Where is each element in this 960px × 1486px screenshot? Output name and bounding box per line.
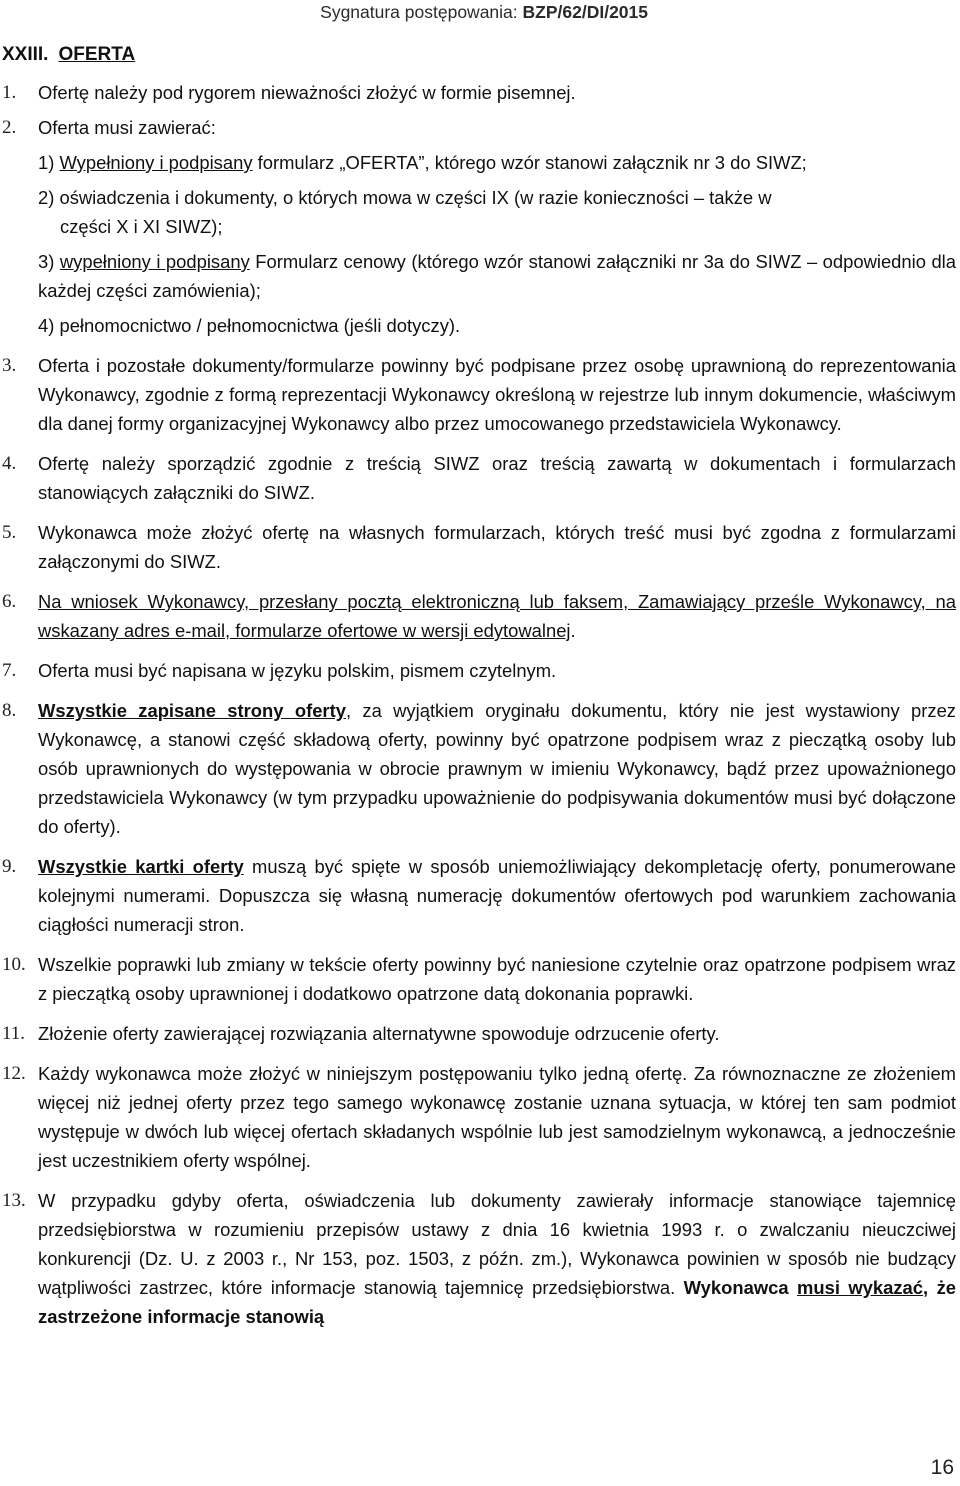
page-number: 16 — [930, 1456, 954, 1479]
section-heading — [2, 44, 135, 66]
sub-item-1: 1) Wypełniony i podpisany formularz „OFERTA”, którego wzór stanowi załącznik nr 3 do SIWZ; — [38, 152, 807, 173]
item-number: 4. — [2, 453, 17, 474]
list-item-10 — [0, 950, 956, 1008]
item-number: 12. — [2, 1063, 26, 1084]
emphasis-text: Wszystkie kartki oferty — [38, 856, 244, 877]
list-item-11 — [0, 1019, 956, 1048]
item-text: Oferta musi zawierać: — [38, 117, 216, 138]
item-text: W przypadku gdyby oferta, oświadczenia lub dokumenty zawierały informacje stanowiące tajemnicę przedsiębiorstwa w rozumieniu przepisów ustawy z dnia 16 kwietnia 1993 r. o zwalczaniu nieuczciwej konkurencji (Dz. U. z 2003 r., Nr 153, poz. 1503, z późn. zm.), Wykonawca powinien w sposób nie budzący wątpliwości zastrzec, które informacje stanowią tajemnicę przedsiębiorstwa. — [38, 1190, 956, 1298]
item-number: 1. — [2, 82, 17, 103]
sub-item-2: 2) oświadczenia i dokumenty, o których mowa w części IX (w razie konieczności – także w części X i XI SIWZ); — [38, 187, 772, 237]
item-text: muszą być spięte w sposób uniemożliwiający dekompletację oferty, ponumerowane kolejnymi numerami. Dopuszcza się własną numerację dokumentów ofertowych pod warunkiem zachowania ciągłości numeracji stron. — [38, 856, 956, 935]
item-number: 7. — [2, 660, 17, 681]
sub-item-4: 4) pełnomocnictwo / pełnomocnictwa (jeśli dotyczy). — [38, 315, 461, 336]
item-text: Złożenie oferty zawierającej rozwiązania alternatywne spowoduje odrzucenie oferty. — [38, 1023, 720, 1044]
item-number: 8. — [2, 700, 17, 721]
item-number: 13. — [2, 1190, 26, 1211]
item-text: Oferta i pozostałe dokumenty/formularze powinny być podpisane przez osobę uprawnioną do reprezentowania Wykonawcy, zgodnie z formą reprezentacji Wykonawcy określoną w rejestrze lub innym dokumencie, właściwym dla danej formy organizacyjnej Wykonawcy albo przez umocowanego przedstawiciela Wykonawcy. — [38, 355, 956, 434]
list-item-3 — [0, 351, 956, 438]
list-item-7 — [0, 656, 956, 685]
header-signature — [320, 2, 648, 23]
sub-item-3: 3) wypełniony i podpisany Formularz cenowy (którego wzór stanowi załączniki nr 3a do SIWZ – odpowiednio dla każdej części zamówienia); — [38, 251, 956, 301]
bold-text: , że zastrzeżone informacje stanowią — [38, 1277, 956, 1327]
item-number: 11. — [2, 1023, 26, 1044]
item-number: 2. — [2, 117, 17, 138]
list-item-5 — [0, 518, 956, 576]
item-number: 3. — [2, 355, 17, 376]
item-number: 9. — [2, 856, 17, 877]
list-item-6: 6. Na wniosek Wykonawcy, przesłany pocztą elektroniczną lub faksem, Zamawiający prześle Wykonawcy, na wskazany adres e-mail, formularze ofertowe w wersji edytowalnej. — [0, 587, 956, 645]
section-title: OFERTA — [58, 44, 136, 65]
item-text: , za wyjątkiem oryginału dokumentu, który nie jest wystawiony przez Wykonawcę, a stanowi część składową oferty, powinny być opatrzone podpisem wraz z pieczątką osoby lub osób uprawnionych do występowania w obrocie prawnym w imieniu Wykonawcy, bądź przez upoważnionego przedstawiciela Wykonawcy (w tym przypadku upoważnienie do podpisywania dokumentów musi być dołączone do oferty). — [38, 700, 956, 837]
signature-value: BZP/62/DI/2015 — [522, 2, 648, 22]
list-item-2 — [0, 113, 956, 340]
item-text: Wykonawca może złożyć ofertę na własnych formularzach, których treść musi być zgodna z formularzami załączonymi do SIWZ. — [38, 522, 956, 572]
list-item-9 — [0, 852, 956, 939]
item-number: 5. — [2, 522, 17, 543]
list-item-12 — [0, 1059, 956, 1175]
item-text: Ofertę należy pod rygorem nieważności złożyć w formie pisemnej. — [38, 82, 576, 103]
item-number: 10. — [2, 954, 26, 975]
bold-text: Wykonawca — [683, 1277, 798, 1298]
emphasis-text: Wszystkie zapisane strony oferty — [38, 700, 346, 721]
item-text: Każdy wykonawca może złożyć w niniejszym postępowaniu tylko jedną ofertę. Za równoznaczne ze złożeniem więcej niż jednej oferty przez tego samego wykonawcę zostanie uznana sytuacja, w której ten sam podmiot występuje w dwóch lub więcej ofertach składanych wspólnie lub jest samodzielnym wykonawcą, a jednocześnie jest uczestnikiem oferty wspólnej. — [38, 1063, 956, 1171]
item-text: Ofertę należy sporządzić zgodnie z treścią SIWZ oraz treścią zawartą w dokumentach i formularzach stanowiących załączniki do SIWZ. — [38, 453, 956, 503]
list-item-1 — [0, 78, 956, 107]
document-body — [0, 78, 956, 1342]
list-item-13 — [0, 1186, 956, 1331]
emphasis-text: musi wykazać — [797, 1277, 924, 1298]
item-text: Wszelkie poprawki lub zmiany w tekście oferty powinny być naniesione czytelnie oraz opatrzone podpisem wraz z pieczątką osoby uprawnionej i dodatkowo opatrzone datą dokonania poprawki. — [38, 954, 956, 1004]
list-item-4 — [0, 449, 956, 507]
signature-label: Sygnatura postępowania: — [320, 2, 523, 22]
section-number: XXIII. — [2, 44, 49, 65]
item-number: 6. — [2, 591, 17, 612]
item-text: Na wniosek Wykonawcy, przesłany pocztą elektroniczną lub faksem, Zamawiający prześle Wykonawcy, na wskazany adres e-mail, formularze ofertowe w wersji edytowalnej — [38, 591, 956, 641]
list-item-8 — [0, 696, 956, 841]
item-text: Oferta musi być napisana w języku polskim, pismem czytelnym. — [38, 660, 557, 681]
